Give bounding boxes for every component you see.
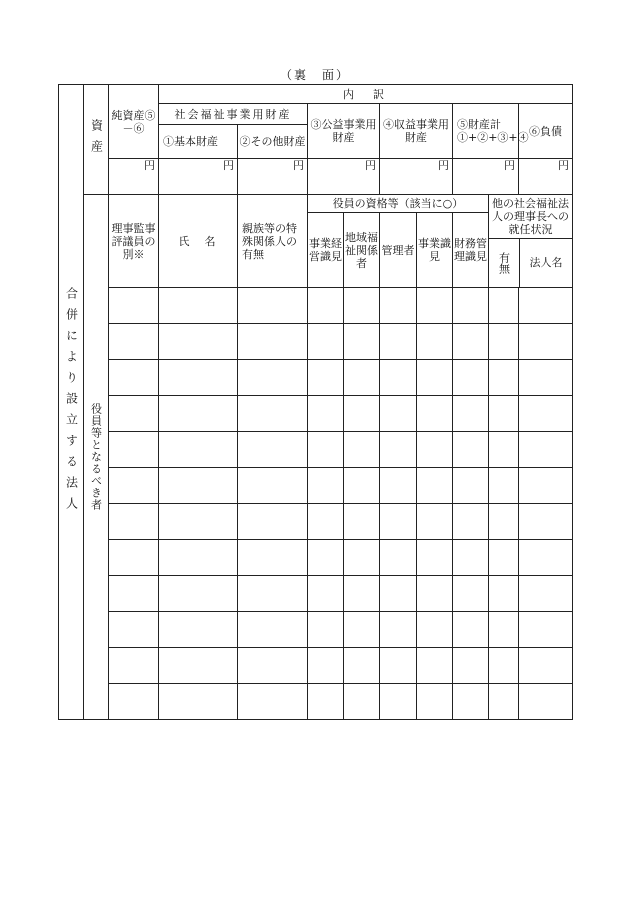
name-cell[interactable]: [159, 288, 238, 324]
social-welfare-property-header: 社会福祉事業用財産: [159, 104, 308, 125]
name-cell[interactable]: [159, 432, 238, 468]
qual-finance-cell[interactable]: [453, 612, 489, 648]
side-label: 合併により設立する法人: [64, 286, 79, 518]
assets-label: 資産: [89, 118, 104, 161]
qual-business-cell[interactable]: [308, 612, 344, 648]
role-cell[interactable]: [109, 288, 159, 324]
corp-name-cell[interactable]: [519, 504, 573, 540]
side-label-cell: [59, 85, 84, 720]
has-cell[interactable]: [489, 576, 519, 612]
qual-manager-cell[interactable]: [380, 360, 417, 396]
qual-manager-cell[interactable]: [380, 540, 417, 576]
qual-insight-cell[interactable]: [417, 612, 453, 648]
corp-name-cell[interactable]: [519, 612, 573, 648]
qual-finance-cell[interactable]: [453, 432, 489, 468]
other-property-yen: 円: [238, 159, 308, 195]
role-cell[interactable]: [109, 324, 159, 360]
qual-finance-cell[interactable]: [453, 324, 489, 360]
basic-property-yen: 円: [159, 159, 238, 195]
qual-local-cell[interactable]: [344, 576, 380, 612]
other-corp-header: [489, 195, 573, 288]
qual-business-cell[interactable]: [308, 324, 344, 360]
role-cell[interactable]: [109, 540, 159, 576]
has-cell[interactable]: [489, 468, 519, 504]
name-cell[interactable]: [159, 612, 238, 648]
table-row: [59, 396, 573, 432]
table-row: [59, 648, 573, 684]
qual-business-cell[interactable]: [308, 360, 344, 396]
corp-name-cell[interactable]: [519, 468, 573, 504]
table-row: [59, 324, 573, 360]
qual-finance-cell[interactable]: [453, 648, 489, 684]
name-cell[interactable]: [159, 360, 238, 396]
assets-label-cell: [84, 85, 109, 195]
has-cell[interactable]: [489, 648, 519, 684]
role-cell[interactable]: [109, 504, 159, 540]
qual-insight-cell[interactable]: [417, 540, 453, 576]
relatives-cell[interactable]: [238, 432, 308, 468]
page-title: （裏 面）: [279, 68, 350, 82]
qual-insight-cell[interactable]: [417, 468, 453, 504]
corp-name-cell[interactable]: [519, 288, 573, 324]
qual-manager-cell[interactable]: [380, 504, 417, 540]
has-cell[interactable]: [489, 612, 519, 648]
total-property-yen: 円: [453, 159, 519, 195]
qual-business-cell[interactable]: [308, 504, 344, 540]
name-cell[interactable]: [159, 324, 238, 360]
qual-finance-cell[interactable]: [453, 576, 489, 612]
name-cell[interactable]: [159, 648, 238, 684]
relatives-cell[interactable]: [238, 684, 308, 720]
corp-name-cell[interactable]: [519, 648, 573, 684]
corp-name-cell[interactable]: [519, 540, 573, 576]
officers-label: 役員等となるべき者: [89, 403, 103, 511]
qual-business-cell[interactable]: [308, 684, 344, 720]
public-interest-property-header: ③公益事業用財産: [308, 104, 380, 159]
table-row: [59, 612, 573, 648]
has-cell[interactable]: [489, 540, 519, 576]
role-cell[interactable]: [109, 468, 159, 504]
qual-finance-header: 財務管理識見: [453, 213, 489, 288]
relatives-cell[interactable]: [238, 576, 308, 612]
qual-local-cell[interactable]: [344, 684, 380, 720]
basic-property-header: ①基本財産: [159, 125, 238, 159]
liabilities-yen: 円: [519, 159, 573, 195]
qual-manager-cell[interactable]: [380, 612, 417, 648]
qual-manager-cell[interactable]: [380, 396, 417, 432]
table-row: [59, 576, 573, 612]
role-type-header: 理事監事評議員の別※: [109, 195, 159, 288]
total-property-header: ⑤財産計①+②+③+④: [453, 104, 519, 159]
qual-business-cell[interactable]: [308, 540, 344, 576]
qual-insight-header: 事業識見: [417, 213, 453, 288]
qual-local-cell[interactable]: [344, 324, 380, 360]
qual-business-cell[interactable]: [308, 468, 344, 504]
net-assets-yen: 円: [109, 159, 159, 195]
name-cell[interactable]: [159, 504, 238, 540]
role-cell[interactable]: [109, 648, 159, 684]
name-cell[interactable]: [159, 684, 238, 720]
qual-manager-cell[interactable]: [380, 468, 417, 504]
role-cell[interactable]: [109, 612, 159, 648]
qual-business-cell[interactable]: [308, 648, 344, 684]
qual-manager-cell[interactable]: [380, 684, 417, 720]
qual-local-cell[interactable]: [344, 612, 380, 648]
table-row: [59, 360, 573, 396]
corp-name-cell[interactable]: [519, 684, 573, 720]
net-assets-header: 純資産⑤－⑥: [109, 85, 159, 159]
form-table: [58, 84, 573, 720]
role-cell[interactable]: [109, 684, 159, 720]
qual-business-cell[interactable]: [308, 432, 344, 468]
corp-name-cell[interactable]: [519, 396, 573, 432]
officers-label-cell: [84, 195, 109, 720]
relatives-cell[interactable]: [238, 648, 308, 684]
qual-finance-cell[interactable]: [453, 468, 489, 504]
relatives-cell[interactable]: [238, 468, 308, 504]
name-cell[interactable]: [159, 468, 238, 504]
profit-business-property-header: ④収益事業用財産: [380, 104, 453, 159]
qual-insight-cell[interactable]: [417, 576, 453, 612]
relatives-cell[interactable]: [238, 540, 308, 576]
has-cell[interactable]: [489, 432, 519, 468]
qual-insight-cell[interactable]: [417, 396, 453, 432]
breakdown-header: 内 訳: [159, 85, 573, 104]
has-header: 有無: [497, 251, 511, 274]
qual-finance-cell[interactable]: [453, 360, 489, 396]
has-cell[interactable]: [489, 360, 519, 396]
qual-local-cell[interactable]: [344, 540, 380, 576]
qual-manager-cell[interactable]: [380, 432, 417, 468]
relatives-cell[interactable]: [238, 396, 308, 432]
qual-insight-cell[interactable]: [417, 288, 453, 324]
name-header: 氏 名: [159, 195, 238, 288]
name-cell[interactable]: [159, 540, 238, 576]
other-property-header: ②その他財産: [238, 125, 308, 159]
qual-manager-header: 管理者: [380, 213, 417, 288]
qual-manager-cell[interactable]: [380, 576, 417, 612]
qual-local-cell[interactable]: [344, 288, 380, 324]
table-row: [59, 468, 573, 504]
qual-finance-cell[interactable]: [453, 288, 489, 324]
relatives-cell[interactable]: [238, 612, 308, 648]
has-cell[interactable]: [489, 684, 519, 720]
name-cell[interactable]: [159, 576, 238, 612]
corp-name-cell[interactable]: [519, 432, 573, 468]
table-row: [59, 540, 573, 576]
qual-local-cell[interactable]: [344, 396, 380, 432]
relatives-cell[interactable]: [238, 324, 308, 360]
relatives-cell[interactable]: [238, 288, 308, 324]
public-interest-yen: 円: [308, 159, 380, 195]
qual-local-cell[interactable]: [344, 432, 380, 468]
qual-finance-cell[interactable]: [453, 684, 489, 720]
qual-business-cell[interactable]: [308, 396, 344, 432]
has-cell[interactable]: [489, 396, 519, 432]
has-cell[interactable]: [489, 504, 519, 540]
role-cell[interactable]: [109, 360, 159, 396]
qual-local-header: 地域福祉関係者: [344, 213, 380, 288]
qual-manager-cell[interactable]: [380, 324, 417, 360]
qual-manager-cell[interactable]: [380, 648, 417, 684]
qual-finance-cell[interactable]: [453, 540, 489, 576]
other-corp-title: 他の社会福祉法人の理事長への就任状況: [489, 196, 572, 239]
qual-local-cell[interactable]: [344, 360, 380, 396]
relatives-cell[interactable]: [238, 360, 308, 396]
corp-name-cell[interactable]: [519, 576, 573, 612]
qual-business-cell[interactable]: [308, 576, 344, 612]
role-cell[interactable]: [109, 576, 159, 612]
relatives-cell[interactable]: [238, 504, 308, 540]
qual-insight-cell[interactable]: [417, 324, 453, 360]
name-cell[interactable]: [159, 396, 238, 432]
qual-insight-cell[interactable]: [417, 684, 453, 720]
qual-business-header: 事業経営識見: [308, 213, 344, 288]
qual-insight-cell[interactable]: [417, 360, 453, 396]
qual-local-cell[interactable]: [344, 468, 380, 504]
corp-name-header: 法人名: [529, 256, 563, 269]
qual-finance-cell[interactable]: [453, 396, 489, 432]
has-cell[interactable]: [489, 324, 519, 360]
role-cell[interactable]: [109, 396, 159, 432]
profit-business-yen: 円: [380, 159, 453, 195]
corp-name-cell[interactable]: [519, 324, 573, 360]
qual-insight-cell[interactable]: [417, 504, 453, 540]
qual-insight-cell[interactable]: [417, 432, 453, 468]
table-row: [59, 684, 573, 720]
table-row: [59, 504, 573, 540]
table-row: [59, 432, 573, 468]
corp-name-cell[interactable]: [519, 360, 573, 396]
qual-business-cell[interactable]: [308, 288, 344, 324]
qualifications-header: 役員の資格等（該当に○）: [308, 195, 489, 213]
liabilities-header: ⑥負債: [519, 104, 573, 159]
relatives-header: 親族等の特殊関係人の有無: [238, 195, 308, 288]
role-cell[interactable]: [109, 432, 159, 468]
qual-insight-cell[interactable]: [417, 648, 453, 684]
has-cell[interactable]: [489, 288, 519, 324]
qual-local-cell[interactable]: [344, 648, 380, 684]
qual-local-cell[interactable]: [344, 504, 380, 540]
table-row: [59, 288, 573, 324]
qual-finance-cell[interactable]: [453, 504, 489, 540]
qual-manager-cell[interactable]: [380, 288, 417, 324]
